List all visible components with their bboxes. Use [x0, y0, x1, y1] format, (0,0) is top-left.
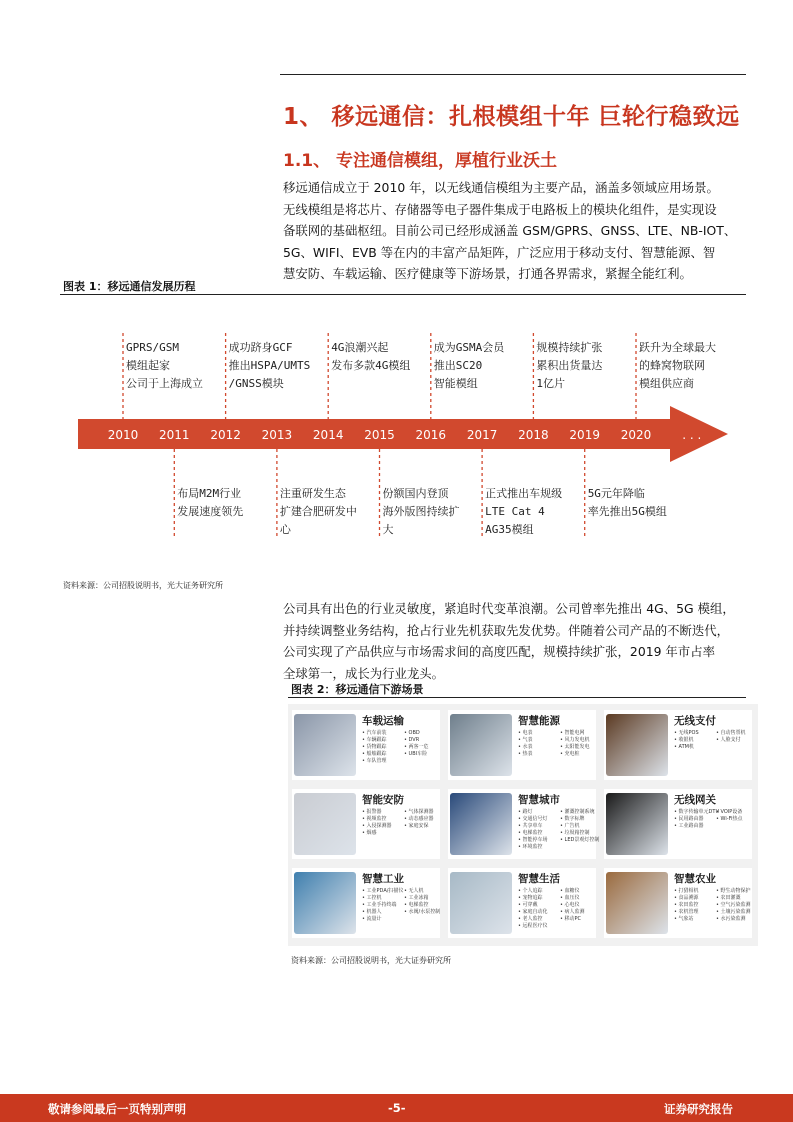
scenario-photo: [450, 793, 512, 855]
scenario-item: • 动态感应器: [404, 816, 442, 823]
timeline-event-line: 智能模组: [433, 377, 478, 390]
scenario-item: • 入侵探测器: [362, 823, 400, 830]
timeline-event-line: 的蜂窝物联网: [639, 359, 705, 372]
timeline-event-line: 发展速度领先: [177, 505, 244, 518]
scenario-item: • 收银机: [674, 737, 712, 744]
scenario-tile: [604, 710, 752, 780]
scenario-tile: [292, 789, 440, 859]
scenario-photo: [294, 872, 356, 934]
scenario-item: • 家庭安保: [404, 823, 442, 830]
scenario-item: • 人脸支付: [716, 737, 754, 744]
scenario-item: • 智能停车场: [518, 837, 556, 844]
scenario-tile: [292, 710, 440, 780]
timeline-event-line: 推出SC20: [433, 359, 483, 372]
timeline-event-line: GPRS/GSM: [126, 341, 179, 354]
scenario-item: • 船舶跟踪: [362, 751, 400, 758]
scenario-item: • 两客一危: [404, 744, 442, 751]
scenario-items: [362, 888, 442, 923]
scenario-photo: [606, 793, 668, 855]
timeline-event-line: 推出HSPA/UMTS: [228, 359, 311, 372]
page-number: -5-: [388, 1101, 406, 1115]
timeline-event-line: 正式推出车规级: [485, 487, 563, 500]
timeline-event-line: 大: [382, 523, 394, 536]
scenario-items: [674, 888, 754, 923]
scenario-item: • 电梯监控: [518, 830, 556, 837]
scenario-item: • 工业冰箱: [404, 895, 442, 902]
scenario-item: • 工业手持终端: [362, 902, 400, 909]
scenario-item: • 家庭自动化: [518, 909, 556, 916]
scenario-item: • 气象站: [674, 916, 712, 923]
intro-line: 5G、WIFI、EVB 等在内的丰富产品矩阵，广泛应用于移动支付、智慧能源、智: [283, 244, 716, 260]
year-label: 2019: [569, 428, 600, 442]
scenario-item: • 交通信号灯: [518, 816, 556, 823]
scenario-item: • 风力发电机: [560, 737, 598, 744]
scenario-item: • 心电仪: [560, 902, 598, 909]
figure2-source: 资料来源：公司招股说明书，光大证券研究所: [291, 956, 451, 965]
scenario-item: • 共享单车: [518, 823, 556, 830]
intro-line: 慧安防、车载运输、医疗健康等下游场景，打通各界需求，紧握全能红利。: [283, 266, 692, 281]
scenario-tile: [604, 868, 752, 938]
timeline-event-line: 注重研发生态: [279, 487, 346, 500]
scenario-tile: [448, 868, 596, 938]
scenario-photo: [294, 714, 356, 776]
timeline-event-line: 率先推出5G模组: [587, 505, 667, 518]
scenario-title: 智慧农业: [674, 873, 716, 885]
scenario-title: 智慧生活: [518, 873, 560, 885]
scenario-item: • LED景观灯控制: [560, 837, 598, 844]
timeline-event-line: 累积出货量达: [536, 359, 603, 372]
scenario-item: • VOIP设备: [716, 809, 754, 816]
footer-report-type: 证券研究报告: [664, 1102, 733, 1116]
scenario-item: • 广告机: [560, 823, 598, 830]
section-heading: 1、 移远通信：扎根模组十年 巨轮行稳致远: [283, 104, 740, 130]
year-label: 2014: [312, 428, 344, 442]
scenario-title: 车载运输: [362, 715, 404, 727]
year-label: 2012: [210, 428, 241, 442]
year-label: 2016: [415, 428, 447, 442]
scenario-item: • 机器人: [362, 909, 400, 916]
scenario-item: • 电表: [518, 730, 556, 737]
intro-line: 备联网的基础枢纽。目前公司已经形成涵盖 GSM/GPRS、GNSS、LTE、NB-IOT、: [283, 223, 737, 238]
scenario-item: • 水污染监测: [716, 916, 754, 923]
scenario-items: [518, 730, 598, 758]
scenario-item: • 无人机: [404, 888, 442, 895]
scenario-item: • 水阀/水泵控制: [404, 909, 442, 916]
year-label: 2020: [620, 428, 652, 442]
scenario-title: 无线支付: [674, 715, 716, 727]
figure1-title: 图表 1：移远通信发展历程: [63, 280, 196, 293]
timeline-event-line: 跃升为全球最大: [639, 341, 716, 354]
timeline-event-line: 模组供应商: [639, 377, 694, 390]
timeline-event-line: 布局M2M行业: [177, 487, 242, 500]
scenario-item: • 垃圾箱控制: [560, 830, 598, 837]
scenario-item: • 移动PC: [560, 916, 598, 923]
scenario-tile: [448, 710, 596, 780]
scenario-photo: [606, 872, 668, 934]
scenario-item: • 气表: [518, 737, 556, 744]
scenario-photo: [450, 872, 512, 934]
scenario-item: • 野生动物保护: [716, 888, 754, 895]
market-line: 并持续调整业务结构，抢占行业先机获取先发优势。伴随着公司产品的不断迭代，: [283, 622, 730, 638]
year-label: 2017: [466, 428, 498, 442]
footer-disclaimer: 敬请参阅最后一页特别声明: [48, 1102, 186, 1116]
timeline-event-line: 4G浪潮兴起: [331, 341, 389, 354]
scenario-item: • 流量计: [362, 916, 400, 923]
scenario-title: 智慧工业: [362, 873, 404, 885]
scenario-tile: [292, 868, 440, 938]
scenario-item: • 视频监控: [362, 816, 400, 823]
scenario-tile: [604, 789, 752, 859]
header-rule: [280, 74, 746, 75]
scenario-item: • 工控机: [362, 895, 400, 902]
scenario-item: • 空气污染监测: [716, 902, 754, 909]
scenario-item: • 宠物追踪: [518, 895, 556, 902]
scenario-item: • 烟感: [362, 830, 400, 837]
scenario-item: • 农田监控: [674, 902, 712, 909]
scenario-item: • 可穿戴: [518, 902, 556, 909]
scenario-item: • DVR: [404, 737, 442, 744]
scenario-items: [518, 809, 598, 851]
timeline-event-line: AG35模组: [485, 523, 534, 536]
scenario-title: 智慧城市: [518, 794, 560, 806]
timeline-event-line: 扩建合肥研发中: [279, 505, 357, 518]
scenario-photo: [450, 714, 512, 776]
scenario-item: • 老人监控: [518, 916, 556, 923]
scenario-item: • 智能电网: [560, 730, 598, 737]
scenario-item: • 个人追踪: [518, 888, 556, 895]
scenario-items: [674, 730, 754, 751]
scenario-items: [674, 809, 754, 830]
timeline-event-line: 海外版图持续扩: [382, 505, 460, 518]
timeline-event-line: 5G元年降临: [587, 487, 645, 500]
timeline-event-line: 成功跻身GCF: [228, 341, 293, 354]
scenario-tile: [448, 789, 600, 859]
scenario-item: • 太阳能发电: [560, 744, 598, 751]
scenario-item: • 电梯监控: [404, 902, 442, 909]
scenario-items: [518, 888, 598, 930]
timeline-event-line: 心: [279, 523, 291, 536]
scenario-item: • 血糖仪: [560, 888, 598, 895]
scenario-item: • 远程医疗仪: [518, 923, 556, 930]
scenario-item: • 工业路由器: [674, 823, 712, 830]
year-label: 2015: [364, 428, 395, 442]
market-paragraph: [283, 598, 746, 684]
scenario-item: • 路灯: [518, 809, 556, 816]
scenario-item: • 货物跟踪: [362, 744, 400, 751]
intro-line: 移远通信成立于 2010 年，以无线通信模组为主要产品，涵盖多领域应用场景。: [283, 180, 719, 195]
timeline-event-line: 成为GSMA会员: [433, 341, 505, 354]
scenario-item: • 汽车前装: [362, 730, 400, 737]
subsection-heading: 1.1、 专注通信模组，厚植行业沃土: [283, 151, 558, 171]
scenario-item: • 水表: [518, 744, 556, 751]
scenario-item: • 无线POS: [674, 730, 712, 737]
scenario-title: 智能安防: [362, 794, 404, 806]
scenario-item: • 热表: [518, 751, 556, 758]
scenario-item: • OBD: [404, 730, 442, 737]
scenario-item: • 工业PDA/扫描仪: [362, 888, 400, 895]
scenario-item: • 农田灌溉: [716, 895, 754, 902]
scenario-item: • 环境监控: [518, 844, 556, 851]
figure2-title: 图表 2：移远通信下游场景: [291, 683, 424, 696]
scenario-items: [362, 809, 442, 837]
year-label: 2018: [518, 428, 549, 442]
scenario-item: • 食品溯源: [674, 895, 712, 902]
scenario-item: • 车队管理: [362, 758, 400, 765]
scenario-item: • 数字标牌: [560, 816, 598, 823]
year-label: 2010: [107, 428, 139, 442]
figure2-rule: [288, 697, 746, 698]
timeline-event-line: 规模持续扩张: [536, 341, 603, 354]
scenario-item: • 病人监测: [560, 909, 598, 916]
scenario-item: • 报警器: [362, 809, 400, 816]
scenario-photo: [606, 714, 668, 776]
scenario-item: • 车辆跟踪: [362, 737, 400, 744]
timeline-event-line: /GNSS模块: [228, 377, 284, 390]
timeline-event-line: 公司于上海成立: [126, 377, 203, 390]
market-line: 公司具有出色的行业灵敏度，紧追时代变革浪潮。公司曾率先推出 4G、5G 模组，: [283, 601, 735, 616]
timeline-event-line: LTE Cat 4: [485, 505, 545, 518]
timeline-event-line: 份额国内登顶: [382, 487, 449, 500]
scenario-item: • ATM机: [674, 744, 712, 751]
scenario-items: [362, 730, 442, 765]
scenario-item: • 土壤污染监测: [716, 909, 754, 916]
scenario-item: • 打猎相机: [674, 888, 712, 895]
scenario-item: • 血压仪: [560, 895, 598, 902]
page-footer: [0, 1094, 793, 1122]
scenario-title: 智慧能源: [518, 715, 560, 727]
timeline-event-line: 1亿片: [536, 377, 566, 390]
timeline-event-line: 发布多款4G模组: [331, 359, 411, 372]
scenario-item: • 民用路由器: [674, 816, 712, 823]
year-label: 2011: [159, 428, 190, 442]
scenario-grid: [288, 704, 758, 946]
year-label: 2013: [261, 428, 293, 442]
scenario-item: • 农机管理: [674, 909, 712, 916]
scenario-title: 无线网关: [674, 794, 716, 806]
timeline-event-line: 模组起家: [126, 359, 170, 372]
scenario-item: • 自动售票机: [716, 730, 754, 737]
scenario-item: • 灌溉控制系统: [560, 809, 598, 816]
scenario-item: • 气体探测器: [404, 809, 442, 816]
scenario-item: • UBI车险: [404, 751, 442, 758]
scenario-photo: [294, 793, 356, 855]
scenario-item: • Wi-Fi热点: [716, 816, 754, 823]
timeline-chart: [60, 305, 740, 575]
scenario-item: • 充电桩: [560, 751, 598, 758]
timeline-ellipsis: . . .: [682, 428, 702, 442]
market-line: 全球第一，成长为行业龙头。: [283, 665, 445, 681]
market-line: 公司实现了产品供应与市场需求间的高度匹配，规模持续扩张，2019 年市占率: [283, 644, 715, 659]
intro-line: 无线模组是将芯片、存储器等电子器件集成于电路板上的模块化组件，是实现设: [283, 201, 717, 217]
figure1-source: 资料来源：公司招股说明书，光大证务研究所: [63, 581, 223, 590]
scenario-item: • 数字传输单元DTU: [674, 809, 712, 816]
intro-paragraph: [283, 177, 746, 285]
figure1-rule: [60, 294, 746, 295]
